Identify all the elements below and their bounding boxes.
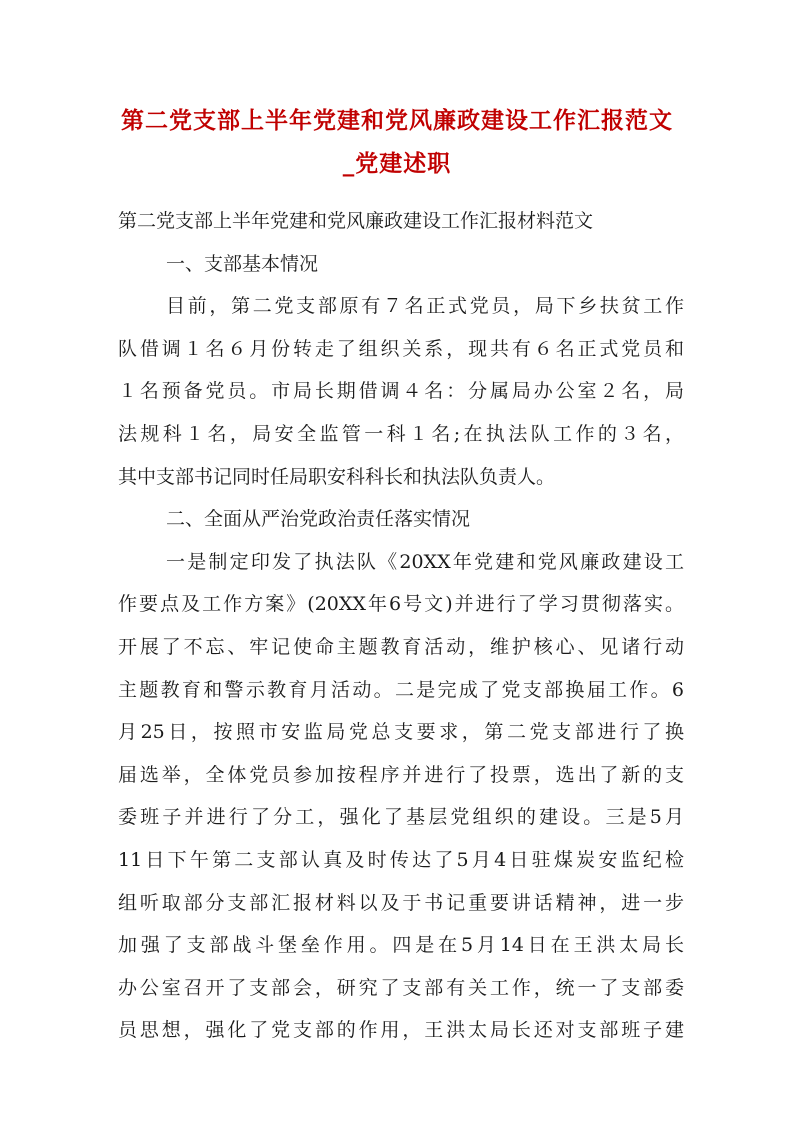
paragraph-line: 主题教育和警示教育月活动。二是完成了党支部换届工作。6 [118, 678, 684, 701]
paragraph-line: 组听取部分支部汇报材料以及于书记重要讲话精神，进一步 [118, 891, 684, 914]
paragraph-line: 11日下午第二支部认真及时传达了5月4日驻煤炭安监纪检 [118, 848, 684, 871]
paragraph-line: 队借调１名６月份转走了组织关系，现共有６名正式党员和 [118, 337, 684, 360]
paragraph-line: 加强了支部战斗堡垒作用。四是在5月14日在王洪太局长 [118, 934, 684, 957]
section-heading-2: 二、全面从严治党政治责任落实情况 [166, 508, 471, 531]
paragraph-line: 其中支部书记同时任局职安科科长和执法队负责人。 [118, 465, 556, 488]
paragraph-line: 作要点及工作方案》(20XX年6号文)并进行了学习贯彻落实。 [118, 593, 684, 616]
document-title-line-1: 第二党支部上半年党建和党风廉政建设工作汇报范文 [121, 107, 673, 134]
paragraph-line: 办公室召开了支部会，研究了支部有关工作，统一了支部委 [118, 976, 684, 999]
document-body [118, 200, 684, 1052]
paragraph-line: 开展了不忘、牢记使命主题教育活动，维护核心、见诸行动 [118, 635, 684, 658]
paragraph-line: 目前，第二党支部原有７名正式党员，局下乡扶贫工作 [166, 295, 684, 318]
paragraph-line: １名预备党员。市局长期借调４名：分属局办公室２名，局 [118, 380, 684, 403]
paragraph-line: 法规科１名，局安全监管一科１名;在执法队工作的３名， [118, 422, 684, 445]
paragraph-line: 委班子并进行了分工，强化了基层党组织的建设。三是5月 [118, 806, 684, 829]
paragraph-line: 员思想，强化了党支部的作用，王洪太局长还对支部班子建 [118, 1019, 684, 1042]
paragraph-line: 月25日，按照市安监局党总支要求，第二党支部进行了换 [118, 721, 684, 744]
document-title-line-2: _党建述职 [342, 150, 452, 177]
section-heading-1: 一、支部基本情况 [166, 252, 319, 275]
document-subtitle: 第二党支部上半年党建和党风廉政建设工作汇报材料范文 [118, 210, 594, 232]
paragraph-line: 届选举，全体党员参加按程序并进行了投票，选出了新的支 [118, 763, 684, 786]
paragraph-line: 一是制定印发了执法队《20XX年党建和党风廉政建设工 [166, 550, 684, 573]
